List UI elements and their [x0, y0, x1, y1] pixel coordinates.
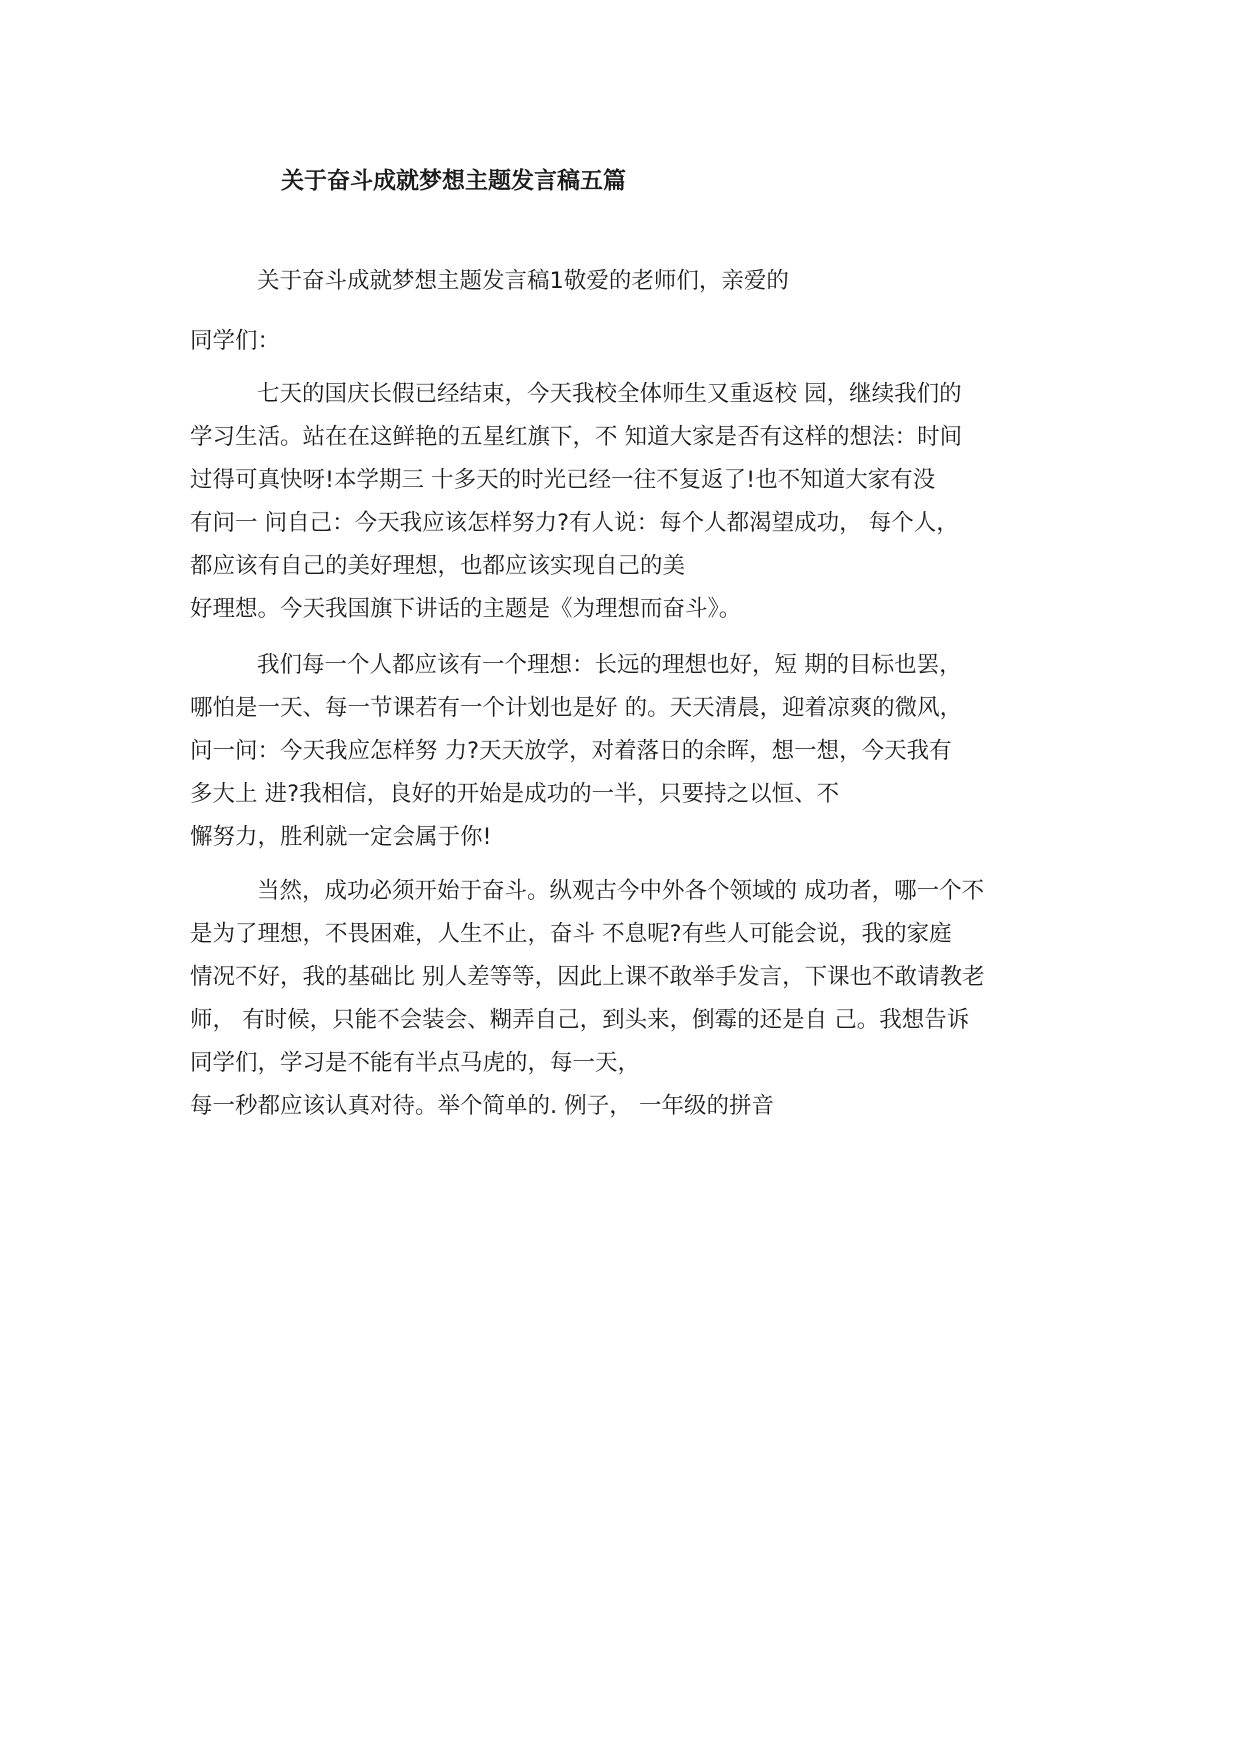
document-title: 关于奋斗成就梦想主题发言稿五篇: [281, 168, 626, 194]
text-line: 情况不好，我的基础比 别人差等等，因此上课不敢举手发言，下课也不敢请教老: [190, 964, 985, 990]
text-line: 七天的国庆长假已经结束，今天我校全体师生又重返校 园，继续我们的: [257, 381, 962, 407]
text-line: 好理想。今天我国旗下讲话的主题是《为理想而奋斗》。: [190, 596, 742, 622]
text-line: 过得可真快呀!本学期三 十多天的时光已经一往不复返了!也不知道大家有没: [190, 467, 936, 493]
text-line: 同学们：: [190, 328, 281, 354]
text-line: 关于奋斗成就梦想主题发言稿1敬爱的老师们，亲爱的: [257, 268, 789, 294]
text-line: 当然，成功必须开始于奋斗。纵观古今中外各个领域的 成功者，哪一个不: [257, 878, 985, 904]
text-line: 有问一 问自己：今天我应该怎样努力?有人说：每个人都渴望成功， 每个人，: [190, 510, 959, 536]
text-line: 哪怕是一天、每一节课若有一个计划也是好 的。天天清晨，迎着凉爽的微风，: [190, 695, 963, 721]
text-line: 我们每一个人都应该有一个理想：长远的理想也好，短 期的目标也罢，: [257, 652, 962, 678]
text-line: 师， 有时候，只能不会装会、糊弄自己，到头来，倒霉的还是自 己。我想告诉: [190, 1007, 970, 1033]
text-line: 问一问：今天我应怎样努 力?天天放学，对着落日的余晖，想一想，今天我有: [190, 738, 952, 764]
text-line: 是为了理想，不畏困难，人生不止，奋斗 不息呢?有些人可能会说，我的家庭: [190, 921, 952, 947]
text-line: 每一秒都应该认真对待。举个简单的. 例子， 一年级的拼音: [190, 1093, 774, 1119]
text-line: 多大上 进?我相信，良好的开始是成功的一半，只要持之以恒、不: [190, 781, 840, 807]
text-line: 同学们，学习是不能有半点马虎的，每一天，: [190, 1050, 641, 1076]
text-line: 懈努力，胜利就一定会属于你!: [190, 824, 492, 850]
text-line: 学习生活。站在在这鲜艳的五星红旗下，不 知道大家是否有这样的想法：时间: [190, 424, 963, 450]
text-line: 都应该有自己的美好理想，也都应该实现自己的美: [190, 553, 686, 579]
